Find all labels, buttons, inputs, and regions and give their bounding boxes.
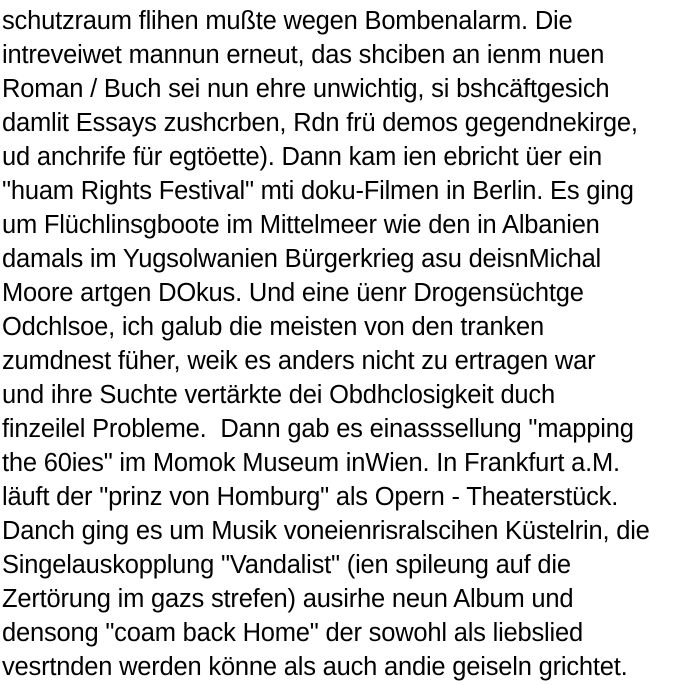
text-line: läuft der "prinz von Homburg" als Opern - Theaterstück. bbox=[2, 483, 619, 511]
text-line: und ihre Suchte vertärkte dei Obdhclosigkeit duch bbox=[2, 381, 555, 409]
text-line: damlit Essays zushcrben, Rdn frü demos gegendnekirge, bbox=[2, 109, 638, 137]
text-line: finzeilel Probleme. Dann gab es einasssellung "mapping bbox=[2, 415, 634, 443]
text-line: Danch ging es um Musik voneienrisralscihen Küstelrin, die bbox=[2, 517, 650, 545]
text-line: damals im Yugsolwanien Bürgerkrieg asu deisnMichal bbox=[2, 245, 602, 273]
text-line: the 60ies" im Momok Museum inWien. In Frankfurt a.M. bbox=[2, 449, 620, 477]
text-line: Moore artgen DOkus. Und eine üenr Drogensüchtge bbox=[2, 279, 584, 307]
text-line: Roman / Buch sei nun ehre unwichtig, si bshcäftgesich bbox=[2, 75, 610, 103]
text-line: um Flüchlinsgboote im Mittelmeer wie den in Albanien bbox=[2, 211, 600, 239]
text-line: zumdnest füher, weik es anders nicht zu ertragen war bbox=[2, 347, 596, 375]
text-line: ud anchrife für egtöette). Dann kam ien ebricht üer ein bbox=[2, 143, 602, 171]
text-line: Zertörung im gazs strefen) ausirhe neun Album und bbox=[2, 585, 574, 613]
text-line: "huam Rights Festival" mti doku-Filmen in Berlin. Es ging bbox=[2, 177, 634, 205]
text-line: Singelauskopplung "Vandalist" (ien spileung auf die bbox=[2, 551, 571, 579]
text-line: densong "coam back Home" der sowohl als liebslied bbox=[2, 619, 583, 647]
text-line: intreveiwet mannun erneut, das shciben an ienm nuen bbox=[2, 41, 605, 69]
text-line: Odchlsoe, ich galub die meisten von den tranken bbox=[2, 313, 545, 341]
text-line: vesrtnden werden könne als auch andie geiseln grichtet. bbox=[2, 653, 628, 681]
text-line: schutzraum flihen mußte wegen Bombenalarm. Die bbox=[2, 7, 573, 35]
